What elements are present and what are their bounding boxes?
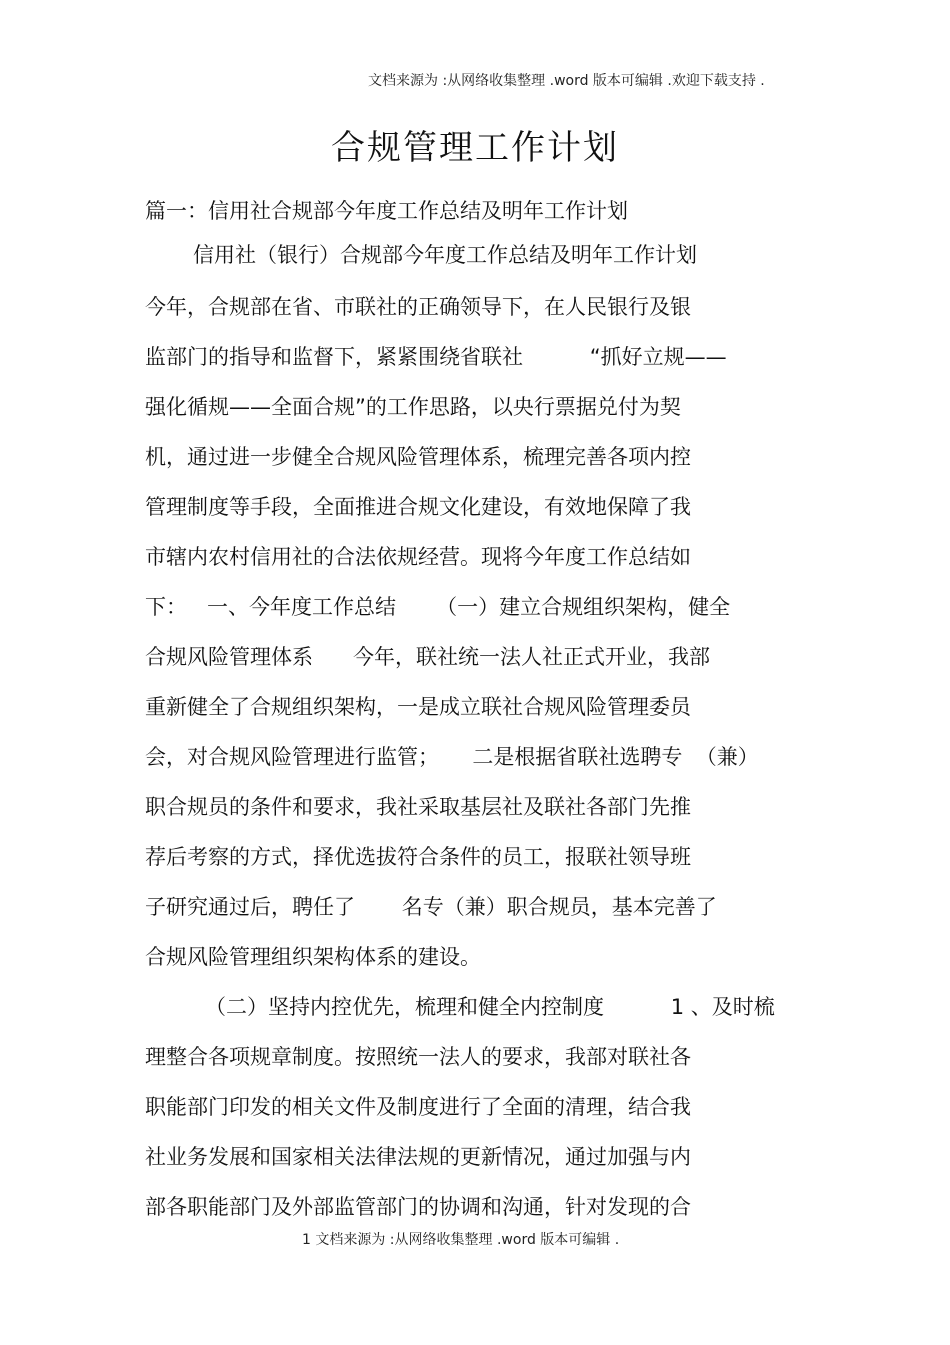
body-line: 机，通过进一步健全合规风险管理体系，梳理完善各项内控	[145, 445, 691, 469]
body-line: 重新健全了合规组织架构，一是成立联社合规风险管理委员	[145, 695, 691, 719]
body-line: 合规风险管理组织架构体系的建设。	[145, 945, 481, 969]
body-line: 社业务发展和国家相关法律法规的更新情况，通过加强与内	[145, 1145, 691, 1169]
document-title: 合规管理工作计划	[331, 128, 619, 168]
body-line: 监部门的指导和监督下，紧紧围绕省联社 “抓好立规——	[145, 345, 727, 369]
body-line: （二）坚持内控优先，梳理和健全内控制度 1 、及时梳	[205, 995, 775, 1019]
body-line: 职合规员的条件和要求，我社采取基层社及联社各部门先推	[145, 795, 691, 819]
header-source-note: 文档来源为 :从网络收集整理 .word 版本可编辑 .欢迎下载支持 .	[368, 73, 765, 89]
body-line: 会，对合规风险管理进行监管； 二是根据省联社选聘专 （兼）	[145, 745, 759, 769]
body-line: 今年，合规部在省、市联社的正确领导下，在人民银行及银	[145, 295, 691, 319]
body-line: 信用社（银行）合规部今年度工作总结及明年工作计划	[193, 243, 697, 267]
body-line: 理整合各项规章制度。按照统一法人的要求，我部对联社各	[145, 1045, 691, 1069]
body-line: 市辖内农村信用社的合法依规经营。现将今年度工作总结如	[145, 545, 691, 569]
body-line: 职能部门印发的相关文件及制度进行了全面的清理，结合我	[145, 1095, 691, 1119]
body-line: 部各职能部门及外部监管部门的协调和沟通，针对发现的合	[145, 1195, 691, 1219]
body-line: 荐后考察的方式，择优选拔符合条件的员工，报联社领导班	[145, 845, 691, 869]
body-line: 管理制度等手段，全面推进合规文化建设，有效地保障了我	[145, 495, 691, 519]
body-line: 合规风险管理体系 今年，联社统一法人社正式开业，我部	[145, 645, 711, 669]
body-line: 下： 一、今年度工作总结 （一）建立合规组织架构，健全	[145, 595, 731, 619]
section-heading: 篇一：信用社合规部今年度工作总结及明年工作计划	[145, 199, 628, 223]
footer-source-note: 1 文档来源为 :从网络收集整理 .word 版本可编辑 .	[302, 1232, 620, 1248]
body-line: 强化循规——全面合规”的工作思路，以央行票据兑付为契	[145, 395, 681, 419]
body-line: 子研究通过后，聘任了 名专（兼）职合规员，基本完善了	[145, 895, 717, 919]
